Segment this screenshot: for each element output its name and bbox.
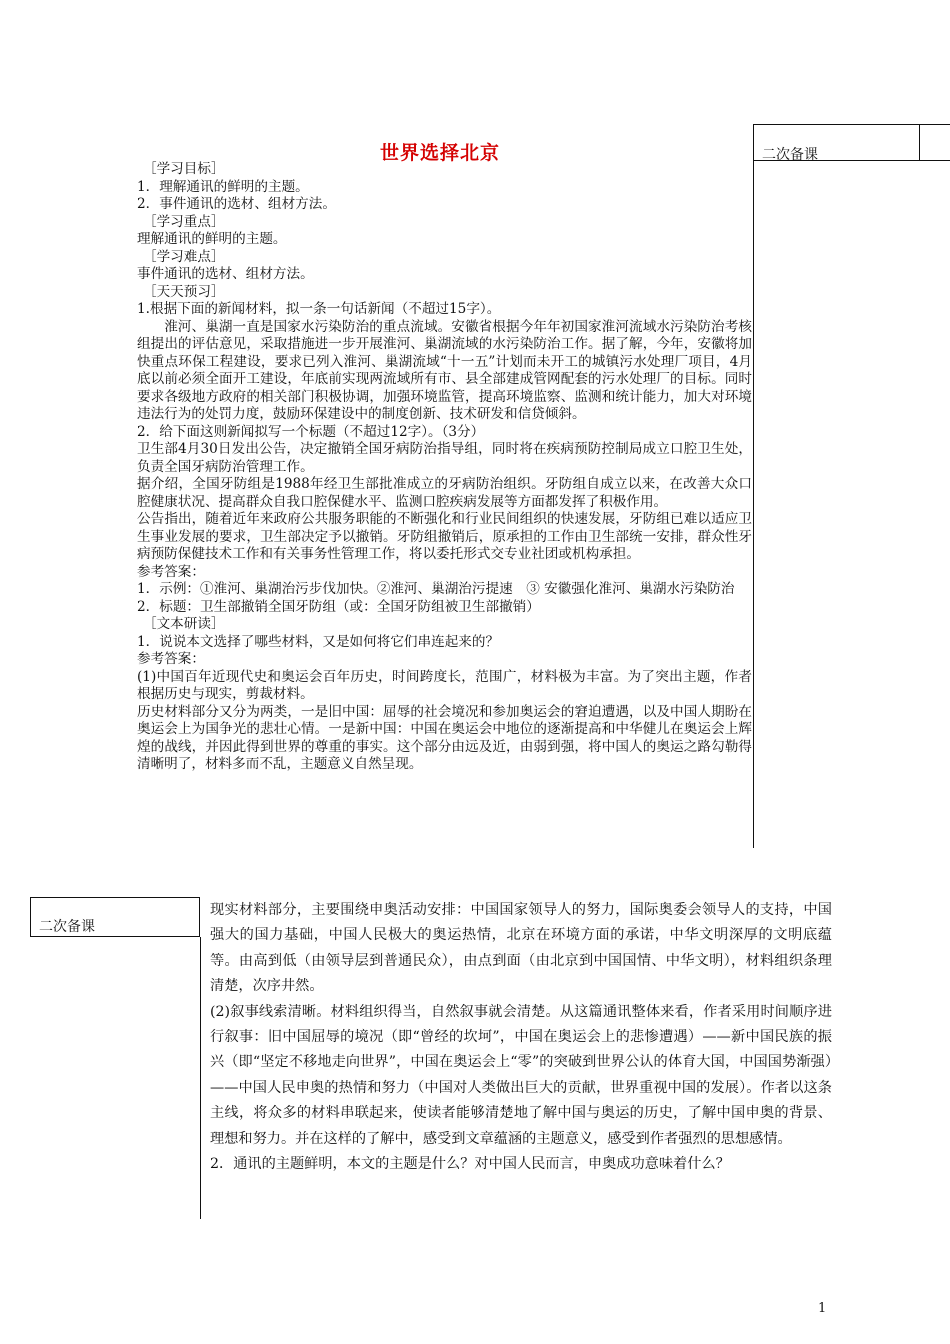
text-paragraph: ［文本研读］: [143, 616, 225, 632]
text-paragraph: 1.根据下面的新闻材料，拟一条一句话新闻（不超过15字）。: [137, 301, 501, 317]
text-paragraph: 2．给下面这则新闻拟写一个标题（不超过12字）。（3分）: [137, 423, 485, 440]
main-text-column: [137, 161, 752, 774]
text-paragraph: 2．事件通讯的选材、组材方法。: [137, 196, 336, 212]
text-paragraph: 2．通讯的主题鲜明，本文的主题是什么？对中国人民而言，申奥成功意味着什么？: [210, 1156, 730, 1173]
side-note-box-top: [753, 124, 950, 161]
side-note-label: 二次备课: [762, 147, 818, 163]
text-paragraph: 公告指出，随着近年来政府公共服务职能的不断强化和行业民间组织的快速发展，牙防组已难以适应卫生事业发展的要求，卫生部决定予以撤销。牙防组撤销后，原承担的工作由卫生部统一安排，群众性牙病预防保健技术工作和有关事务性管理工作，将以委托形式交专业社团或机构承担。: [137, 511, 752, 562]
text-paragraph: 卫生部4月30日发出公告，决定撤销全国牙病防治指导组，同时将在疾病预防控制局成立口腔卫生处，负责全国牙病防治管理工作。: [137, 441, 752, 475]
text-paragraph: 参考答案：: [137, 563, 205, 580]
page-title: 世界选择北京: [379, 142, 500, 164]
text-paragraph: 据介绍，全国牙防组是1988年经卫生部批准成立的牙病防治组织。牙防组自成立以来，在改善大众口腔健康状况、提高群众自我口腔保健水平、监测口腔疾病发展等方面都发挥了积极作用。: [137, 476, 752, 510]
continued-text-column: [210, 898, 832, 1177]
text-paragraph: (1)中国百年近现代史和奥运会百年历史，时间跨度长，范围广，材料极为丰富。为了突出主题，作者根据历史与现实，剪裁材料。: [137, 668, 752, 702]
text-paragraph: 1．示例：①淮河、巢湖治污步伐加快。②淮河、巢湖治污提速 ③ 安徽强化淮河、巢湖水污染防治: [137, 581, 735, 597]
column-divider: [200, 937, 201, 1219]
text-paragraph: 2．标题：卫生部撤销全国牙防组（或：全国牙防组被卫生部撤销）: [137, 598, 540, 615]
text-paragraph: 理解通讯的鲜明的主题。: [137, 231, 287, 247]
text-paragraph: ［学习重点］: [143, 213, 225, 230]
page-number: 1: [818, 1301, 827, 1316]
text-paragraph: ［学习目标］: [143, 161, 225, 177]
text-paragraph: 事件通讯的选材、组材方法。: [137, 266, 314, 282]
text-paragraph: 历史材料部分又分为两类，一是旧中国：屈辱的社会境况和参加奥运会的窘迫遭遇，以及中国人期盼在奥运会上为国争光的悲壮心情。一是新中国：中国在奥运会中地位的逐渐提高和中华健儿在奥运会上辉煌的战线，并因此得到世界的尊重的事实。这个部分由远及近，由弱到强，将中国人的奥运之路勾勒得清晰明了，材料多而不乱，主题意义自然呈现。: [137, 703, 752, 772]
side-note-box-bottom: [30, 897, 200, 937]
column-divider: [753, 161, 754, 848]
text-paragraph: 现实材料部分，主要围绕申奥活动安排：中国国家领导人的努力，国际奥委会领导人的支持，中国强大的国力基础，中国人民极大的奥运热情，北京在环境方面的承诺，中华文明深厚的文明底蕴等。由高到低（由领导层到普通民众），由点到面（由北京到中国国情、中华文明），材料组织条理清楚，次序井然。: [210, 902, 832, 995]
text-paragraph: (2)叙事线索清晰。材料组织得当，自然叙事就会清楚。从这篇通讯整体来看，作者采用时间顺序进行叙事：旧中国屈辱的境况（即“曾经的坎坷”，中国在奥运会上的悲惨遭遇）——新中国民族的振兴（即“坚定不移地走向世界”，中国在奥运会上“零”的突破到世界公认的体育大国，中国国势渐强）——中国人民申奥的热情和努力（中国对人类做出巨大的贡献，世界重视中国的发展）。作者以这条主线，将众多的材料串联起来，使读者能够清楚地了解中国与奥运的历史，了解中国申奥的背景、理想和努力。并在这样的了解中，感受到文章蕴涵的主题意义，感受到作者强烈的思想感情。: [210, 1003, 832, 1147]
text-paragraph: ［天天预习］: [143, 283, 225, 300]
text-paragraph: 参考答案：: [137, 651, 205, 667]
text-paragraph: 淮河、巢湖一直是国家水污染防治的重点流域。安徽省根据今年年初国家淮河流域水污染防治考核组提出的评估意见，采取措施进一步开展淮河、巢湖流域的水污染防治工作。据了解，今年，安徽将加快重点环保工程建设，要求已列入淮河、巢湖流域“十一五”计划而未开工的城镇污水处理厂项目，4月底以前必须全面开工建设，年底前实现两流域所有市、县全部建成管网配套的污水处理厂的目标。同时要求各级地方政府的相关部门积极协调，加强环境监管，提高环境监察、监测和统计能力，加大对环境违法行为的处罚力度，鼓励环保建设中的制度创新、技术研发和信贷倾斜。: [137, 318, 752, 422]
text-paragraph: 1．理解通讯的鲜明的主题。: [137, 178, 309, 195]
side-box-divider: [919, 125, 920, 161]
side-note-label: 二次备课: [39, 919, 95, 935]
text-paragraph: ［学习难点］: [143, 248, 225, 265]
text-paragraph: 1．说说本文选择了哪些材料，又是如何将它们串连起来的？: [137, 633, 500, 650]
